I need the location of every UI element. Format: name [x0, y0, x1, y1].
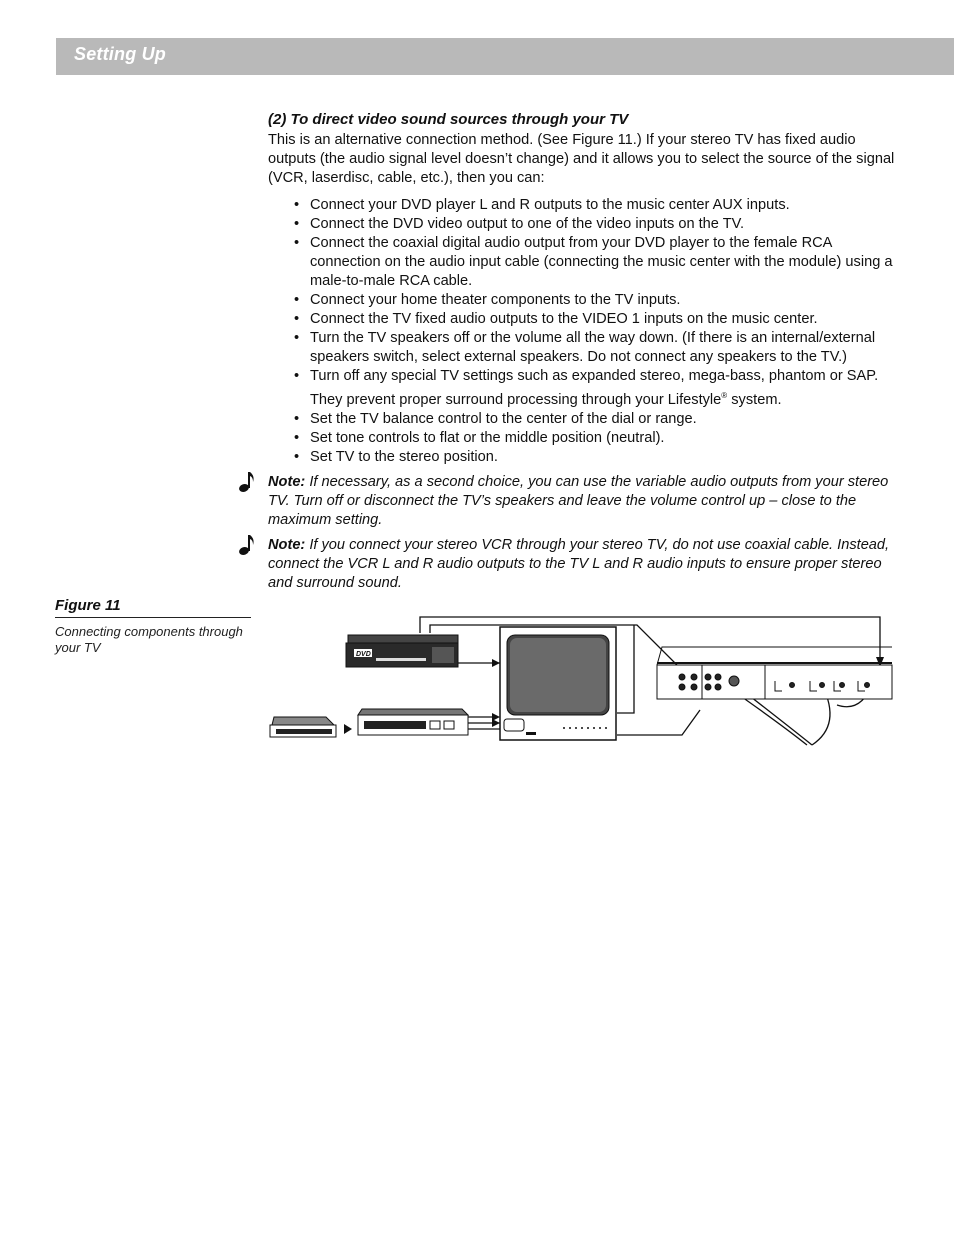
note-label: Note:	[268, 536, 306, 553]
dvd-player-illustration	[346, 635, 458, 667]
tv-illustration	[500, 627, 616, 740]
header-bar	[56, 38, 954, 75]
list-item: • Connect your DVD player L and R outputs to the music center AUX inputs.	[294, 196, 898, 215]
list-item	[294, 367, 898, 410]
instruction-list	[268, 196, 898, 467]
page-section-title: Setting Up	[74, 44, 166, 64]
vcr-illustration	[358, 709, 468, 735]
cable-box-illustration	[270, 717, 336, 737]
figure-label: Figure 11	[55, 597, 121, 614]
music-note-icon	[238, 471, 256, 493]
registered-mark: ®	[721, 391, 728, 400]
list-item: • Connect the DVD video output to one of the video inputs on the TV.	[294, 215, 898, 234]
list-item: • Connect the TV fixed audio outputs to the VIDEO 1 inputs on the music center.	[294, 310, 898, 329]
main-content	[268, 110, 898, 599]
note-1	[268, 473, 898, 530]
list-item: • Connect your home theater components to the TV inputs.	[294, 291, 898, 310]
list-item: • Turn the TV speakers off or the volume all the way down. (If there is an internal/external speakers switch, select external speakers. Do not connect any speakers to the TV.)	[294, 329, 898, 367]
list-item-text-end: system.	[727, 391, 782, 408]
figure-caption: Connecting components through your TV	[55, 624, 243, 655]
music-note-icon	[238, 534, 256, 556]
list-item: • Set TV to the stereo position.	[294, 448, 898, 467]
note-2	[268, 536, 898, 593]
note-text: If you connect your stereo VCR through your stereo TV, do not use coaxial cable. Instead, connect the VCR L and R audio outputs to the TV L and R audio inputs to ensure proper stereo and surround sound.	[268, 536, 890, 591]
intro-paragraph: This is an alternative connection method. (See Figure 11.) If your stereo TV has fixed audio outputs (the audio signal level doesn’t change) and it allows you to select the source of the signal (VCR, laserdisc, cable, etc.), then you can:	[268, 132, 895, 186]
list-item-text: Turn off any special TV settings such as expanded stereo, mega-bass, phantom or SAP. They prevent proper surround processing through your Lifestyle	[310, 368, 879, 408]
list-item: • Connect the coaxial digital audio output from your DVD player to the female RCA connection on the audio input cable (connecting the music center with the module) using a male-to-male RCA cable.	[294, 234, 898, 291]
music-center-illustration	[657, 647, 892, 699]
list-item: • Set the TV balance control to the center of the dial or range.	[294, 410, 898, 429]
connection-diagram	[262, 605, 902, 750]
dvd-logo: DVD	[356, 651, 371, 658]
note-text: If necessary, as a second choice, you can use the variable audio outputs from your stereo TV. Turn off or disconnect the TV’s speakers and leave the volume control up – close to the maximum setting.	[268, 473, 889, 528]
list-item: • Set tone controls to flat or the middle position (neutral).	[294, 429, 898, 448]
section-heading: (2) To direct video sound sources through your TV	[268, 111, 629, 128]
note-label: Note:	[268, 473, 306, 490]
figure-rule	[55, 617, 251, 618]
